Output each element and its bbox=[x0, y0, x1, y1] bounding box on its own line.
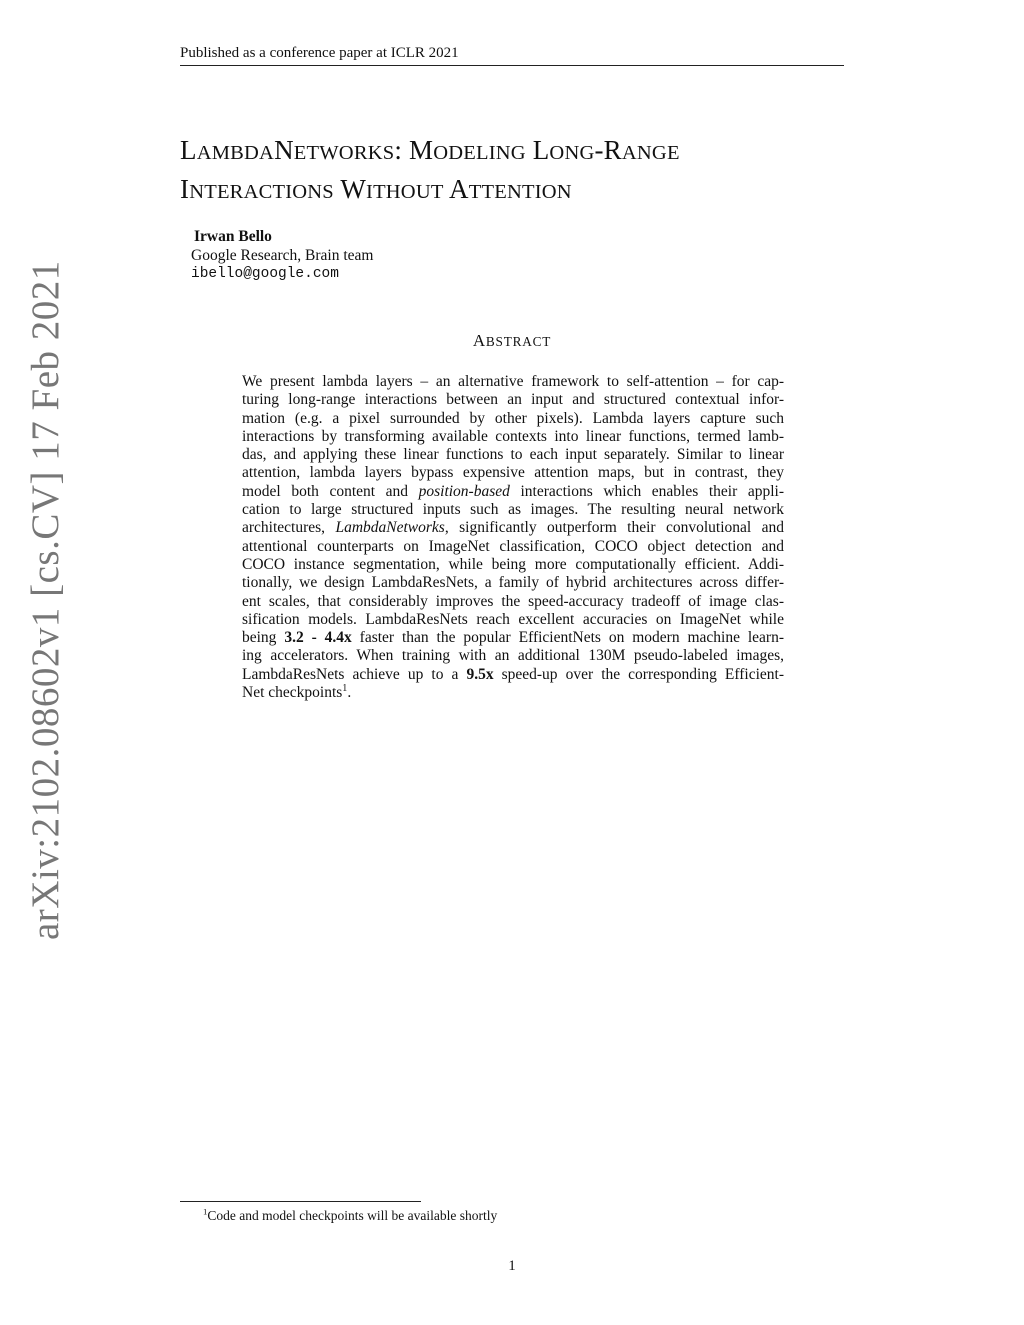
abstract-line bbox=[242, 538, 784, 556]
title-segment: ONG bbox=[549, 142, 595, 164]
title-segment: -R bbox=[594, 135, 622, 165]
abstract-line bbox=[242, 593, 784, 611]
abstract-line bbox=[242, 684, 784, 702]
abstract-text: cation to large structured inputs such as images. The resulting neural network bbox=[242, 501, 784, 519]
abstract-line bbox=[242, 410, 784, 428]
abstract-text: faster than the popular EfficientNets on modern machine learn- bbox=[351, 629, 785, 647]
page-number: 1 bbox=[508, 1258, 516, 1274]
abstract-line bbox=[242, 483, 784, 501]
abstract-text: . bbox=[347, 684, 352, 702]
abstract-text: ent scales, that considerably improves the speed-accuracy tradeoff of image clas- bbox=[242, 592, 784, 610]
author-email[interactable]: ibello@google.com bbox=[191, 266, 339, 282]
running-header: Published as a conference paper at ICLR 2021 bbox=[180, 44, 844, 66]
footnote-mark: 1 bbox=[203, 1206, 208, 1217]
title-segment: L bbox=[180, 135, 197, 165]
abstract-line bbox=[242, 574, 784, 592]
title-segment: AMBDA bbox=[196, 142, 275, 164]
abstract-line bbox=[242, 446, 784, 464]
title-segment: W bbox=[333, 174, 367, 204]
abstract-text: sification models. LambdaResNets reach excellent accuracies on ImageNet while bbox=[242, 610, 784, 628]
abstract-text: attentional counterparts on ImageNet classification, COCO object detection and bbox=[242, 537, 784, 555]
abstract-text: ing accelerators. When training with an additional 130M pseudo-labeled images, bbox=[242, 647, 784, 665]
title-line-1 bbox=[180, 132, 880, 171]
title-segment: ETWORKS bbox=[293, 142, 395, 164]
abstract-line bbox=[242, 519, 784, 537]
abstract-line bbox=[242, 501, 784, 519]
title-segment: NTERACTIONS bbox=[189, 181, 334, 203]
title-segment: I bbox=[180, 174, 190, 204]
abstract-line bbox=[242, 428, 784, 446]
abstract-line bbox=[242, 464, 784, 482]
abstract-text: 9.5x bbox=[466, 665, 494, 683]
abstract-line bbox=[242, 391, 784, 409]
abstract-text: speed-up over the corresponding Efficient- bbox=[493, 665, 784, 683]
abstract-text: model both content and bbox=[242, 482, 419, 500]
abstract-line bbox=[242, 629, 784, 647]
author-affiliation: Google Research, Brain team bbox=[191, 247, 374, 264]
abstract-text: LambdaResNets achieve up to a bbox=[242, 665, 467, 683]
footnote-text: Code and model checkpoints will be available shortly bbox=[207, 1208, 498, 1223]
author-block bbox=[191, 227, 374, 284]
abstract-text: position-based bbox=[418, 482, 510, 500]
abstract-text: architectures, bbox=[242, 519, 336, 537]
abstract-text: LambdaNetworks bbox=[335, 519, 445, 537]
abstract-line bbox=[242, 556, 784, 574]
abstract-text: das, and applying these linear functions to each input separately. Similar to linear bbox=[242, 446, 784, 464]
title-segment: ITHOUT bbox=[366, 181, 444, 203]
footnote-rule bbox=[180, 1201, 421, 1202]
title-segment: ANGE bbox=[621, 142, 680, 164]
title-segment: L bbox=[525, 135, 550, 165]
abstract-body bbox=[242, 373, 784, 702]
abstract-text: We present lambda layers – an alternative framework to self-attention – for cap- bbox=[242, 373, 784, 390]
abstract-text: attention, lambda layers bypass expensive attention maps, but in contrast, they bbox=[242, 464, 784, 482]
abstract-text: being bbox=[242, 629, 285, 647]
abstract-text: COCO instance segmentation, while being more computationally efficient. Addi- bbox=[242, 555, 784, 573]
abstract-line bbox=[242, 373, 784, 391]
abstract-heading-initial: A bbox=[472, 331, 486, 350]
arxiv-stamp[interactable]: arXiv:2102.08602v1 [cs.CV] 17 Feb 2021 bbox=[24, 260, 67, 940]
title-segment: N bbox=[274, 135, 294, 165]
abstract-text: turing long-range interactions between an input and structured contextual infor- bbox=[242, 391, 784, 409]
abstract-text: interactions by transforming available contexts into linear functions, termed lamb- bbox=[242, 427, 784, 445]
title-segment: : M bbox=[394, 135, 434, 165]
abstract-text: , significantly outperform their convolutional and bbox=[444, 519, 784, 537]
abstract-text: tionally, we design LambdaResNets, a family of hybrid architectures across differ- bbox=[242, 574, 784, 592]
abstract-heading bbox=[0, 331, 1024, 351]
abstract-text: Net checkpoints bbox=[242, 684, 343, 702]
author-name: Irwan Bello bbox=[194, 228, 272, 245]
abstract-line bbox=[242, 611, 784, 629]
title-segment: A bbox=[443, 174, 469, 204]
abstract-text: interactions which enables their appli- bbox=[509, 482, 784, 500]
title-line-2 bbox=[180, 171, 880, 210]
abstract-line bbox=[242, 647, 784, 665]
abstract-text: 3.2 - 4.4x bbox=[284, 629, 352, 647]
paper-title bbox=[180, 132, 880, 210]
title-segment: ODELING bbox=[433, 142, 526, 164]
footnote bbox=[203, 1207, 497, 1225]
abstract-text: mation (e.g. a pixel surrounded by other pixels). Lambda layers capture such bbox=[242, 409, 784, 427]
title-segment: TTENTION bbox=[468, 181, 572, 203]
abstract-heading-rest: BSTRACT bbox=[485, 334, 552, 349]
abstract-line bbox=[242, 666, 784, 684]
footnote-ref[interactable]: 1 bbox=[342, 682, 348, 694]
